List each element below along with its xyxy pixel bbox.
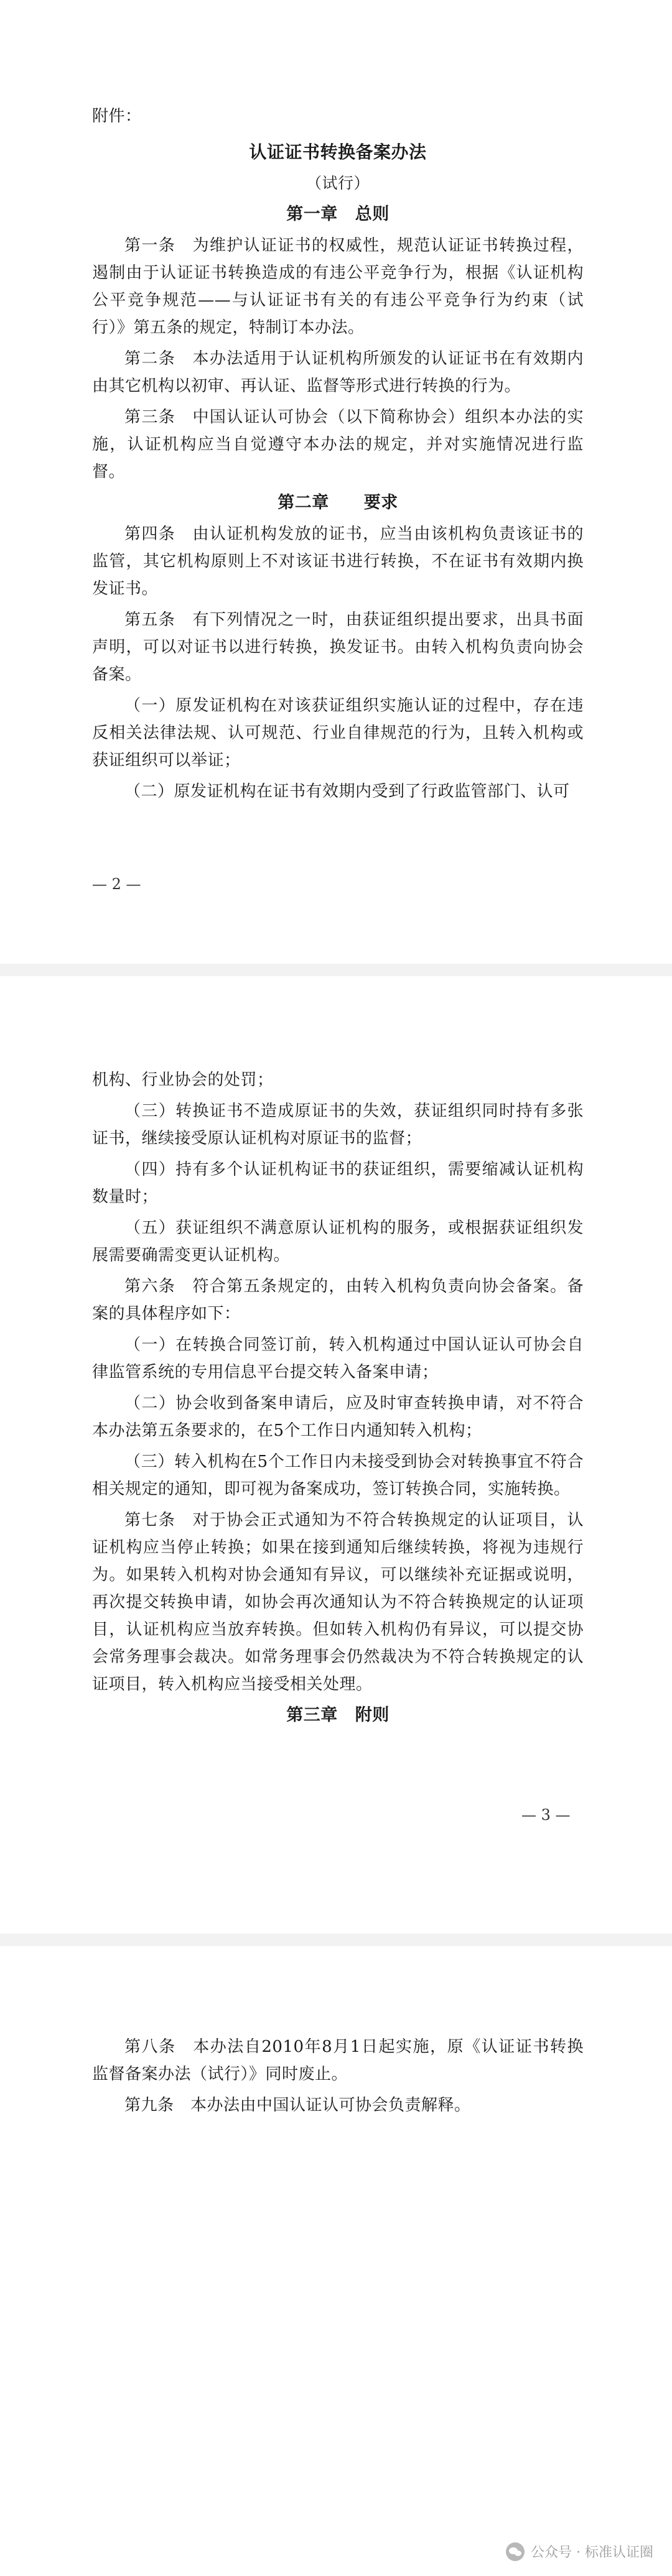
article-3: 第三条 中国认证认可协会（以下简称协会）组织本办法的实施，认证机构应当自觉遵守本办法的规定，并对实施情况进行监督。 — [92, 408, 584, 481]
article-6-procedure-3: （三）转入机构在5个工作日内未接受到协会对转换事宜不符合相关规定的通知，即可视为备案成功，签订转换合同，实施转换。 — [92, 1452, 584, 1498]
article-5-item-1: （一）原发证机构在对该获证组织实施认证的过程中，存在违反相关法律法规、认可规范、行业自律规范的行为，且转入机构或获证组织可以举证； — [92, 696, 584, 770]
page-number-3: — 3 — — [521, 1806, 571, 1824]
chapter-2-name: 要求 — [363, 493, 398, 512]
chapter-1-heading — [92, 201, 584, 228]
article-6: 第六条 符合第五条规定的，由转入机构负责向协会备案。备案的具体程序如下： — [92, 1277, 584, 1323]
document-title: 认证证书转换备案办法 — [249, 142, 427, 162]
article-1: 第一条 为维护认证证书的权威性，规范认证证书转换过程，遏制由于认证证书转换造成的有违公平竞争行为，根据《认证机构公平竞争规范——与认证证书有关的有违公平竞争行为约束（试行）》第五条的规定，特制订本办法。 — [92, 236, 584, 337]
page-number-2: — 2 — — [92, 875, 141, 893]
article-9: 第九条 本办法由中国认证认可协会负责解释。 — [124, 2096, 471, 2115]
article-2: 第二条 本办法适用于认证机构所颁发的认证证书在有效期内由其它机构以初审、再认证、监督等形式进行转换的行为。 — [92, 349, 584, 395]
article-8: 第八条 本办法自2010年8月1日起实施，原《认证证书转换监督备案办法（试行）》同时废止。 — [92, 2038, 584, 2084]
page-2-content — [92, 1066, 584, 1733]
chapter-2-number: 第二章 — [278, 493, 329, 512]
chapter-3-name: 附则 — [355, 1706, 390, 1725]
article-6-procedure-1: （一）在转换合同签订前，转入机构通过中国认证认可协会自律监管系统的专用信息平台提交转入备案申请； — [92, 1336, 584, 1382]
article-5-item-4: （四）持有多个认证机构证书的获证组织，需要缩减认证机构数量时； — [92, 1160, 584, 1206]
chapter-3-number: 第三章 — [286, 1706, 338, 1725]
article-4: 第四条 由认证机构发放的证书，应当由该机构负责该证书的监管，其它机构原则上不对该证书进行转换，不在证书有效期内换发证书。 — [92, 525, 584, 598]
watermark — [506, 2542, 653, 2561]
article-5: 第五条 有下列情况之一时，由获证组织提出要求，出具书面声明，可以对证书以进行转换，换发证书。由转入机构负责向协会备案。 — [92, 611, 584, 684]
article-7: 第七条 对于协会正式通知为不符合转换规定的认证项目，认证机构应当停止转换；如果在接到通知后继续转换，将视为违规行为。如果转入机构对协会通知有异议，可以继续补充证据或说明，再次提交转换申请，如协会再次通知认为不符合转换规定的认证项目，认证机构应当放弃转换。但如转入机构仍有异议，可以提交协会常务理事会裁决。如常务理事会仍然裁决为不符合转换规定的认证项目，转入机构应当接受相关处理。 — [92, 1511, 584, 1694]
article-5-item-3: （三）转换证书不造成原证书的失效，获证组织同时持有多张证书，继续接受原认证机构对原证书的监督； — [92, 1102, 584, 1148]
article-5-item-2-end: 机构、行业协会的处罚； — [92, 1071, 274, 1089]
document-subtitle: （试行） — [306, 174, 370, 192]
chapter-1-name: 总则 — [355, 205, 390, 224]
article-5-item-5: （五）获证组织不满意原认证机构的服务，或根据获证组织发展需要确需变更认证机构。 — [92, 1219, 584, 1265]
chapter-3-heading — [92, 1702, 584, 1729]
page-3-content — [92, 2033, 584, 2123]
article-5-item-2-start: （二）原发证机构在证书有效期内受到了行政监管部门、认可 — [124, 782, 570, 801]
attachment-label: 附件： — [92, 107, 142, 126]
article-6-procedure-2: （二）协会收到备案申请后，应及时审查转换申请，对不符合本办法第五条要求的，在5个工作日内通知转入机构； — [92, 1394, 584, 1440]
page-1-content — [92, 103, 584, 809]
watermark-text: 公众号 · 标准认证圈 — [531, 2545, 653, 2560]
chapter-2-heading — [92, 489, 584, 517]
wechat-icon — [506, 2542, 525, 2561]
chapter-1-number: 第一章 — [286, 205, 338, 224]
